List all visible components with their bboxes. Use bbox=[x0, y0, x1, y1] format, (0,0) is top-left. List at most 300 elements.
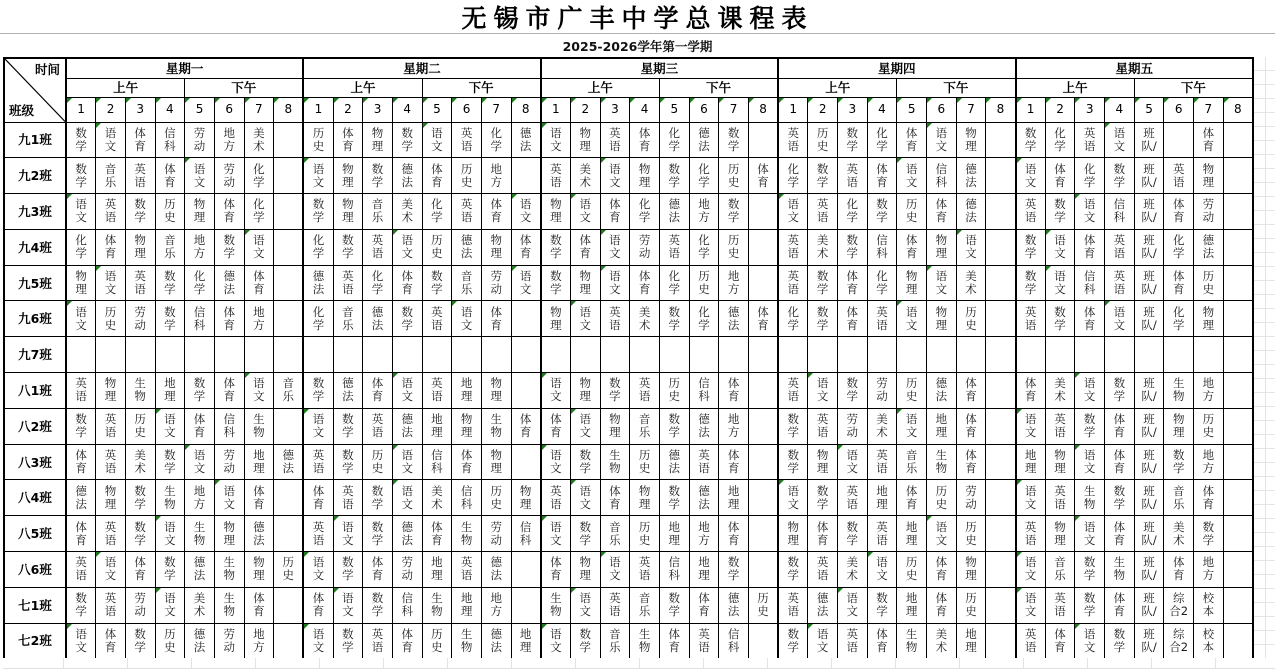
subject-cell[interactable]: 体 育 bbox=[1045, 158, 1075, 194]
day-header-cell[interactable]: 星期一 bbox=[66, 58, 303, 78]
subject-cell[interactable]: 物 理 bbox=[541, 301, 571, 337]
subject-cell[interactable]: 数 学 bbox=[778, 444, 808, 480]
subject-cell[interactable]: 地 理 bbox=[689, 552, 719, 588]
subject-cell[interactable]: 英 语 bbox=[600, 587, 630, 623]
subject-cell[interactable]: 语 文 bbox=[1075, 373, 1105, 409]
subject-cell[interactable]: 美 术 bbox=[926, 623, 956, 659]
subject-cell[interactable]: 体 育 bbox=[511, 229, 541, 265]
subject-cell[interactable]: 体 育 bbox=[541, 552, 571, 588]
subject-cell[interactable]: 劳 动 bbox=[630, 229, 660, 265]
subject-cell[interactable]: 数 学 bbox=[837, 373, 867, 409]
empty-subject-cell[interactable] bbox=[1223, 516, 1253, 552]
period-header-cell[interactable]: 6 bbox=[214, 97, 244, 122]
subject-cell[interactable]: 语 文 bbox=[1045, 265, 1075, 301]
subject-cell[interactable]: 班 队/ bbox=[1134, 301, 1164, 337]
subject-cell[interactable]: 体 育 bbox=[244, 480, 274, 516]
empty-subject-cell[interactable] bbox=[274, 122, 304, 158]
period-header-cell[interactable]: 2 bbox=[808, 97, 838, 122]
subject-cell[interactable]: 英 语 bbox=[363, 229, 393, 265]
subject-cell[interactable]: 化 学 bbox=[1045, 122, 1075, 158]
empty-subject-cell[interactable] bbox=[748, 623, 778, 659]
subject-cell[interactable]: 物 理 bbox=[1045, 516, 1075, 552]
subject-cell[interactable]: 语 文 bbox=[511, 265, 541, 301]
subject-cell[interactable]: 体 育 bbox=[956, 408, 986, 444]
subject-cell[interactable]: 德 法 bbox=[333, 373, 363, 409]
subject-cell[interactable]: 德 法 bbox=[808, 587, 838, 623]
subject-cell[interactable]: 数 学 bbox=[363, 587, 393, 623]
subject-cell[interactable]: 英 语 bbox=[66, 373, 96, 409]
subject-cell[interactable]: 数 学 bbox=[125, 480, 155, 516]
subject-cell[interactable]: 体 育 bbox=[570, 229, 600, 265]
period-header-cell[interactable]: 3 bbox=[1075, 97, 1105, 122]
subject-cell[interactable]: 化 学 bbox=[689, 229, 719, 265]
empty-subject-cell[interactable] bbox=[511, 158, 541, 194]
subject-cell[interactable]: 班 队/ bbox=[1134, 373, 1164, 409]
subject-cell[interactable]: 英 语 bbox=[630, 552, 660, 588]
subject-cell[interactable]: 语 文 bbox=[96, 265, 126, 301]
subject-cell[interactable]: 班 队/ bbox=[1134, 444, 1164, 480]
subject-cell[interactable]: 语 文 bbox=[600, 158, 630, 194]
subject-cell[interactable]: 物 理 bbox=[808, 444, 838, 480]
subject-cell[interactable]: 语 文 bbox=[570, 587, 600, 623]
subject-cell[interactable]: 化 学 bbox=[689, 158, 719, 194]
subject-cell[interactable]: 地 方 bbox=[481, 158, 511, 194]
session-header-cell[interactable]: 上午 bbox=[66, 78, 185, 97]
subject-cell[interactable]: 音 乐 bbox=[630, 587, 660, 623]
subject-cell[interactable]: 化 学 bbox=[659, 122, 689, 158]
period-header-cell[interactable]: 8 bbox=[511, 97, 541, 122]
subject-cell[interactable]: 英 语 bbox=[689, 623, 719, 659]
subject-cell[interactable]: 语 文 bbox=[1016, 552, 1046, 588]
subject-cell[interactable]: 数 学 bbox=[659, 158, 689, 194]
empty-subject-cell[interactable] bbox=[748, 194, 778, 230]
subject-cell[interactable]: 语 文 bbox=[1075, 516, 1105, 552]
subject-cell[interactable]: 体 育 bbox=[719, 444, 749, 480]
subject-cell[interactable]: 英 语 bbox=[1016, 516, 1046, 552]
period-header-cell[interactable]: 4 bbox=[1105, 97, 1135, 122]
class-name-cell[interactable]: 八2班 bbox=[4, 408, 66, 444]
empty-subject-cell[interactable] bbox=[986, 301, 1016, 337]
subject-cell[interactable]: 德 法 bbox=[689, 480, 719, 516]
empty-subject-cell[interactable] bbox=[274, 229, 304, 265]
empty-subject-cell[interactable] bbox=[155, 337, 185, 373]
subject-cell[interactable]: 生 物 bbox=[214, 587, 244, 623]
subject-cell[interactable]: 美 术 bbox=[125, 444, 155, 480]
subject-cell[interactable]: 信 科 bbox=[926, 158, 956, 194]
empty-subject-cell[interactable] bbox=[1075, 337, 1105, 373]
class-name-cell[interactable]: 七1班 bbox=[4, 587, 66, 623]
empty-subject-cell[interactable] bbox=[956, 337, 986, 373]
subject-cell[interactable]: 数 学 bbox=[837, 122, 867, 158]
empty-subject-cell[interactable] bbox=[1223, 552, 1253, 588]
subject-cell[interactable]: 德 法 bbox=[363, 301, 393, 337]
day-header-cell[interactable]: 星期四 bbox=[778, 58, 1015, 78]
subject-cell[interactable]: 语 文 bbox=[837, 587, 867, 623]
subject-cell[interactable]: 语 文 bbox=[570, 480, 600, 516]
subject-cell[interactable]: 音 乐 bbox=[155, 229, 185, 265]
subject-cell[interactable]: 体 育 bbox=[748, 158, 778, 194]
subject-cell[interactable]: 地 理 bbox=[422, 408, 452, 444]
subject-cell[interactable]: 历 史 bbox=[422, 623, 452, 659]
subject-cell[interactable]: 数 学 bbox=[1016, 265, 1046, 301]
empty-subject-cell[interactable] bbox=[511, 373, 541, 409]
subject-cell[interactable]: 历 史 bbox=[125, 408, 155, 444]
subject-cell[interactable]: 英 语 bbox=[125, 158, 155, 194]
subject-cell[interactable]: 历 史 bbox=[274, 552, 304, 588]
subject-cell[interactable]: 语 文 bbox=[541, 623, 571, 659]
subject-cell[interactable]: 生 物 bbox=[422, 587, 452, 623]
subject-cell[interactable]: 地 方 bbox=[1194, 373, 1224, 409]
subject-cell[interactable]: 劳 动 bbox=[1194, 194, 1224, 230]
subject-cell[interactable]: 英 语 bbox=[452, 122, 482, 158]
subject-cell[interactable]: 历 史 bbox=[719, 158, 749, 194]
subject-cell[interactable]: 英 语 bbox=[808, 552, 838, 588]
subject-cell[interactable]: 英 语 bbox=[1105, 229, 1135, 265]
subject-cell[interactable]: 英 语 bbox=[867, 444, 897, 480]
empty-subject-cell[interactable] bbox=[452, 337, 482, 373]
empty-subject-cell[interactable] bbox=[986, 265, 1016, 301]
subject-cell[interactable]: 英 语 bbox=[333, 480, 363, 516]
subject-cell[interactable]: 英 语 bbox=[808, 194, 838, 230]
empty-subject-cell[interactable] bbox=[570, 337, 600, 373]
empty-subject-cell[interactable] bbox=[185, 337, 215, 373]
subject-cell[interactable]: 体 育 bbox=[185, 408, 215, 444]
empty-subject-cell[interactable] bbox=[1223, 122, 1253, 158]
subject-cell[interactable]: 数 学 bbox=[659, 480, 689, 516]
class-name-cell[interactable]: 八6班 bbox=[4, 552, 66, 588]
subject-cell[interactable]: 历 史 bbox=[689, 265, 719, 301]
class-name-cell[interactable]: 九1班 bbox=[4, 122, 66, 158]
subject-cell[interactable]: 语 文 bbox=[926, 265, 956, 301]
subject-cell[interactable]: 化 学 bbox=[867, 122, 897, 158]
subject-cell[interactable]: 语 文 bbox=[333, 587, 363, 623]
subject-cell[interactable]: 体 育 bbox=[392, 265, 422, 301]
empty-subject-cell[interactable] bbox=[274, 337, 304, 373]
subject-cell[interactable]: 班 队/ bbox=[1134, 122, 1164, 158]
subject-cell[interactable]: 英 语 bbox=[1016, 301, 1046, 337]
subject-cell[interactable]: 体 育 bbox=[719, 516, 749, 552]
subject-cell[interactable]: 英 语 bbox=[630, 373, 660, 409]
empty-subject-cell[interactable] bbox=[748, 444, 778, 480]
subject-cell[interactable]: 美 术 bbox=[630, 301, 660, 337]
subject-cell[interactable]: 语 文 bbox=[570, 194, 600, 230]
subject-cell[interactable]: 物 理 bbox=[956, 552, 986, 588]
subject-cell[interactable]: 历 史 bbox=[808, 122, 838, 158]
subject-cell[interactable]: 数 学 bbox=[363, 158, 393, 194]
subject-cell[interactable]: 数 学 bbox=[125, 194, 155, 230]
subject-cell[interactable]: 体 育 bbox=[897, 229, 927, 265]
subject-cell[interactable]: 地 理 bbox=[452, 587, 482, 623]
period-header-cell[interactable]: 8 bbox=[274, 97, 304, 122]
period-header-cell[interactable]: 5 bbox=[185, 97, 215, 122]
empty-subject-cell[interactable] bbox=[1223, 623, 1253, 659]
period-header-cell[interactable]: 2 bbox=[570, 97, 600, 122]
subject-cell[interactable]: 语 文 bbox=[867, 552, 897, 588]
period-header-cell[interactable]: 5 bbox=[659, 97, 689, 122]
subject-cell[interactable]: 体 育 bbox=[481, 301, 511, 337]
subject-cell[interactable]: 数 学 bbox=[392, 301, 422, 337]
subject-cell[interactable]: 数 学 bbox=[333, 623, 363, 659]
subject-cell[interactable]: 英 语 bbox=[600, 301, 630, 337]
subject-cell[interactable]: 体 育 bbox=[96, 229, 126, 265]
subject-cell[interactable]: 数 学 bbox=[1105, 373, 1135, 409]
subject-cell[interactable]: 物 理 bbox=[185, 194, 215, 230]
subject-cell[interactable]: 语 文 bbox=[897, 301, 927, 337]
period-header-cell[interactable]: 8 bbox=[986, 97, 1016, 122]
subject-cell[interactable]: 信 科 bbox=[185, 301, 215, 337]
subject-cell[interactable]: 德 法 bbox=[926, 373, 956, 409]
subject-cell[interactable]: 英 语 bbox=[600, 122, 630, 158]
empty-subject-cell[interactable] bbox=[748, 552, 778, 588]
subject-cell[interactable]: 德 法 bbox=[689, 408, 719, 444]
subject-cell[interactable]: 音 乐 bbox=[363, 194, 393, 230]
empty-subject-cell[interactable] bbox=[274, 194, 304, 230]
subject-cell[interactable]: 英 语 bbox=[867, 516, 897, 552]
subject-cell[interactable]: 语 文 bbox=[392, 444, 422, 480]
subject-cell[interactable]: 数 学 bbox=[808, 158, 838, 194]
subject-cell[interactable]: 地 方 bbox=[719, 265, 749, 301]
subject-cell[interactable]: 历 史 bbox=[363, 444, 393, 480]
subject-cell[interactable]: 物 理 bbox=[125, 229, 155, 265]
subject-cell[interactable]: 生 物 bbox=[630, 623, 660, 659]
period-header-cell[interactable]: 4 bbox=[155, 97, 185, 122]
subject-cell[interactable]: 地 理 bbox=[956, 623, 986, 659]
subject-cell[interactable]: 英 语 bbox=[1164, 158, 1194, 194]
subject-cell[interactable]: 物 理 bbox=[570, 122, 600, 158]
subject-cell[interactable]: 音 乐 bbox=[600, 623, 630, 659]
subject-cell[interactable]: 信 科 bbox=[867, 229, 897, 265]
period-header-cell[interactable]: 1 bbox=[66, 97, 96, 122]
subject-cell[interactable]: 英 语 bbox=[778, 265, 808, 301]
subject-cell[interactable]: 美 术 bbox=[570, 158, 600, 194]
empty-subject-cell[interactable] bbox=[274, 301, 304, 337]
subject-cell[interactable]: 体 育 bbox=[96, 623, 126, 659]
subject-cell[interactable]: 体 育 bbox=[392, 623, 422, 659]
subject-cell[interactable]: 数 学 bbox=[600, 373, 630, 409]
period-header-cell[interactable]: 2 bbox=[333, 97, 363, 122]
subject-cell[interactable]: 历 史 bbox=[956, 587, 986, 623]
subject-cell[interactable]: 物 理 bbox=[926, 229, 956, 265]
subject-cell[interactable]: 语 文 bbox=[66, 623, 96, 659]
subject-cell[interactable]: 体 育 bbox=[748, 301, 778, 337]
subject-cell[interactable]: 地 理 bbox=[659, 516, 689, 552]
subject-cell[interactable]: 英 语 bbox=[1045, 408, 1075, 444]
subject-cell[interactable]: 德 法 bbox=[185, 552, 215, 588]
empty-subject-cell[interactable] bbox=[1223, 158, 1253, 194]
subject-cell[interactable]: 语 文 bbox=[303, 623, 333, 659]
subject-cell[interactable]: 数 学 bbox=[333, 552, 363, 588]
subject-cell[interactable]: 德 法 bbox=[659, 444, 689, 480]
subject-cell[interactable]: 劳 动 bbox=[125, 301, 155, 337]
subject-cell[interactable]: 语 文 bbox=[1075, 623, 1105, 659]
subject-cell[interactable]: 化 学 bbox=[689, 301, 719, 337]
subject-cell[interactable]: 体 育 bbox=[808, 516, 838, 552]
subject-cell[interactable]: 数 学 bbox=[125, 623, 155, 659]
subject-cell[interactable]: 信 科 bbox=[1105, 194, 1135, 230]
subject-cell[interactable]: 音 乐 bbox=[897, 444, 927, 480]
empty-subject-cell[interactable] bbox=[1223, 194, 1253, 230]
subject-cell[interactable]: 体 育 bbox=[363, 552, 393, 588]
subject-cell[interactable]: 德 法 bbox=[481, 623, 511, 659]
subject-cell[interactable]: 德 法 bbox=[511, 122, 541, 158]
subject-cell[interactable]: 英 语 bbox=[837, 623, 867, 659]
subject-cell[interactable]: 美 术 bbox=[867, 408, 897, 444]
class-name-cell[interactable]: 八5班 bbox=[4, 516, 66, 552]
subject-cell[interactable]: 体 育 bbox=[303, 587, 333, 623]
empty-subject-cell[interactable] bbox=[274, 587, 304, 623]
subject-cell[interactable]: 综 合2 bbox=[1164, 587, 1194, 623]
subject-cell[interactable]: 体 育 bbox=[363, 373, 393, 409]
subject-cell[interactable]: 数 学 bbox=[570, 516, 600, 552]
empty-subject-cell[interactable] bbox=[748, 265, 778, 301]
subject-cell[interactable]: 语 文 bbox=[1105, 301, 1135, 337]
subject-cell[interactable]: 美 术 bbox=[244, 122, 274, 158]
subject-cell[interactable]: 英 语 bbox=[1045, 480, 1075, 516]
empty-subject-cell[interactable] bbox=[986, 194, 1016, 230]
subject-cell[interactable]: 语 文 bbox=[778, 480, 808, 516]
subject-cell[interactable]: 劳 动 bbox=[214, 158, 244, 194]
subject-cell[interactable]: 化 学 bbox=[66, 229, 96, 265]
subject-cell[interactable]: 美 术 bbox=[422, 480, 452, 516]
empty-subject-cell[interactable] bbox=[986, 337, 1016, 373]
subject-cell[interactable]: 英 语 bbox=[96, 444, 126, 480]
subject-cell[interactable]: 物 理 bbox=[363, 122, 393, 158]
subject-cell[interactable]: 班 队/ bbox=[1134, 265, 1164, 301]
subject-cell[interactable]: 语 文 bbox=[897, 408, 927, 444]
subject-cell[interactable]: 英 语 bbox=[422, 373, 452, 409]
class-name-cell[interactable]: 九3班 bbox=[4, 194, 66, 230]
subject-cell[interactable]: 语 文 bbox=[1016, 480, 1046, 516]
subject-cell[interactable]: 数 学 bbox=[808, 301, 838, 337]
subject-cell[interactable]: 德 法 bbox=[1194, 229, 1224, 265]
subject-cell[interactable]: 英 语 bbox=[867, 301, 897, 337]
period-header-cell[interactable]: 6 bbox=[452, 97, 482, 122]
subject-cell[interactable]: 物 理 bbox=[214, 516, 244, 552]
subject-cell[interactable]: 数 学 bbox=[1016, 229, 1046, 265]
subject-cell[interactable]: 体 育 bbox=[1164, 265, 1194, 301]
subject-cell[interactable]: 物 理 bbox=[333, 194, 363, 230]
subject-cell[interactable]: 历 史 bbox=[303, 122, 333, 158]
empty-subject-cell[interactable] bbox=[748, 373, 778, 409]
empty-subject-cell[interactable] bbox=[748, 229, 778, 265]
subject-cell[interactable]: 德 法 bbox=[452, 229, 482, 265]
subject-cell[interactable]: 化 学 bbox=[1075, 158, 1105, 194]
subject-cell[interactable]: 体 育 bbox=[452, 444, 482, 480]
subject-cell[interactable]: 德 法 bbox=[392, 158, 422, 194]
empty-subject-cell[interactable] bbox=[1223, 301, 1253, 337]
subject-cell[interactable]: 语 文 bbox=[897, 158, 927, 194]
empty-subject-cell[interactable] bbox=[511, 587, 541, 623]
subject-cell[interactable]: 英 语 bbox=[659, 229, 689, 265]
subject-cell[interactable]: 物 理 bbox=[570, 373, 600, 409]
subject-cell[interactable]: 语 文 bbox=[1045, 229, 1075, 265]
subject-cell[interactable]: 体 育 bbox=[1075, 229, 1105, 265]
period-header-cell[interactable]: 5 bbox=[1134, 97, 1164, 122]
subject-cell[interactable]: 体 育 bbox=[422, 158, 452, 194]
session-header-cell[interactable]: 下午 bbox=[659, 78, 778, 97]
subject-cell[interactable]: 音 乐 bbox=[630, 408, 660, 444]
subject-cell[interactable]: 数 学 bbox=[333, 229, 363, 265]
subject-cell[interactable]: 语 文 bbox=[1016, 587, 1046, 623]
subject-cell[interactable]: 数 学 bbox=[66, 587, 96, 623]
subject-cell[interactable]: 语 文 bbox=[778, 194, 808, 230]
subject-cell[interactable]: 数 学 bbox=[808, 480, 838, 516]
empty-subject-cell[interactable] bbox=[1016, 337, 1046, 373]
class-name-cell[interactable]: 九5班 bbox=[4, 265, 66, 301]
subject-cell[interactable]: 语 文 bbox=[541, 122, 571, 158]
subject-cell[interactable]: 班 队/ bbox=[1134, 408, 1164, 444]
subject-cell[interactable]: 英 语 bbox=[1016, 623, 1046, 659]
subject-cell[interactable]: 音 乐 bbox=[96, 158, 126, 194]
subject-cell[interactable]: 英 语 bbox=[96, 194, 126, 230]
subject-cell[interactable]: 数 学 bbox=[837, 516, 867, 552]
subject-cell[interactable]: 生 物 bbox=[481, 408, 511, 444]
session-header-cell[interactable]: 上午 bbox=[541, 78, 660, 97]
subject-cell[interactable]: 英 语 bbox=[689, 444, 719, 480]
subject-cell[interactable]: 体 育 bbox=[956, 373, 986, 409]
subject-cell[interactable]: 数 学 bbox=[778, 552, 808, 588]
subject-cell[interactable]: 德 法 bbox=[659, 194, 689, 230]
period-header-cell[interactable]: 3 bbox=[125, 97, 155, 122]
subject-cell[interactable]: 化 学 bbox=[244, 158, 274, 194]
subject-cell[interactable]: 数 学 bbox=[125, 516, 155, 552]
empty-subject-cell[interactable] bbox=[96, 337, 126, 373]
subject-cell[interactable]: 语 文 bbox=[214, 480, 244, 516]
subject-cell[interactable]: 德 法 bbox=[956, 158, 986, 194]
subject-cell[interactable]: 地 理 bbox=[719, 480, 749, 516]
subject-cell[interactable]: 德 法 bbox=[392, 408, 422, 444]
subject-cell[interactable]: 英 语 bbox=[837, 158, 867, 194]
period-header-cell[interactable]: 2 bbox=[96, 97, 126, 122]
subject-cell[interactable]: 信 科 bbox=[452, 480, 482, 516]
subject-cell[interactable]: 语 文 bbox=[66, 301, 96, 337]
subject-cell[interactable]: 语 文 bbox=[392, 373, 422, 409]
empty-subject-cell[interactable] bbox=[1223, 480, 1253, 516]
subject-cell[interactable]: 英 语 bbox=[96, 408, 126, 444]
subject-cell[interactable]: 历 史 bbox=[96, 301, 126, 337]
subject-cell[interactable]: 物 理 bbox=[541, 194, 571, 230]
subject-cell[interactable]: 生 物 bbox=[897, 623, 927, 659]
subject-cell[interactable]: 英 语 bbox=[541, 480, 571, 516]
subject-cell[interactable]: 体 育 bbox=[1194, 480, 1224, 516]
subject-cell[interactable]: 英 语 bbox=[778, 587, 808, 623]
period-header-cell[interactable]: 5 bbox=[897, 97, 927, 122]
subject-cell[interactable]: 语 文 bbox=[600, 265, 630, 301]
period-header-cell[interactable]: 1 bbox=[778, 97, 808, 122]
subject-cell[interactable]: 体 育 bbox=[333, 122, 363, 158]
empty-subject-cell[interactable] bbox=[392, 337, 422, 373]
empty-subject-cell[interactable] bbox=[748, 480, 778, 516]
subject-cell[interactable]: 劳 动 bbox=[956, 480, 986, 516]
subject-cell[interactable]: 英 语 bbox=[1016, 194, 1046, 230]
subject-cell[interactable]: 地 方 bbox=[689, 516, 719, 552]
subject-cell[interactable]: 德 法 bbox=[481, 552, 511, 588]
subject-cell[interactable]: 语 文 bbox=[600, 229, 630, 265]
subject-cell[interactable]: 物 理 bbox=[1194, 158, 1224, 194]
subject-cell[interactable]: 信 科 bbox=[422, 444, 452, 480]
subject-cell[interactable]: 体 育 bbox=[689, 587, 719, 623]
subject-cell[interactable]: 数 学 bbox=[570, 444, 600, 480]
subject-cell[interactable]: 数 学 bbox=[1016, 122, 1046, 158]
subject-cell[interactable]: 语 文 bbox=[926, 122, 956, 158]
empty-subject-cell[interactable] bbox=[630, 337, 660, 373]
subject-cell[interactable]: 体 育 bbox=[1105, 444, 1135, 480]
subject-cell[interactable]: 生 物 bbox=[600, 444, 630, 480]
subject-cell[interactable]: 信 科 bbox=[392, 587, 422, 623]
subject-cell[interactable]: 历 史 bbox=[897, 373, 927, 409]
subject-cell[interactable]: 物 理 bbox=[1194, 301, 1224, 337]
subject-cell[interactable]: 地 方 bbox=[1194, 552, 1224, 588]
